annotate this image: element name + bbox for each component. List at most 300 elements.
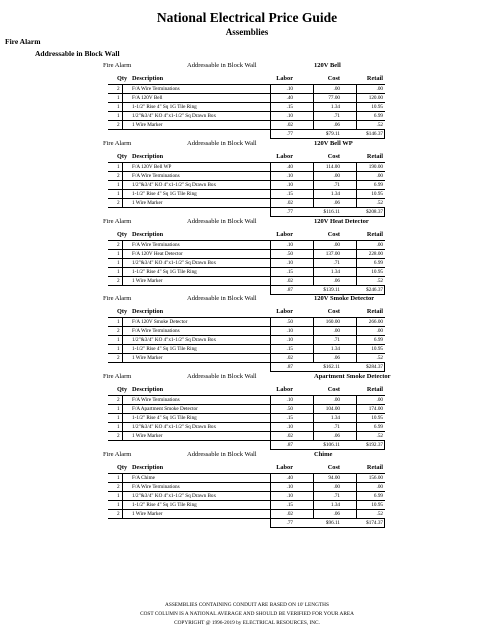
column-header-description: Description <box>132 464 164 471</box>
row-cost: .06 <box>333 511 340 517</box>
row-retail: .00 <box>376 484 383 490</box>
row-labor: .02 <box>286 511 293 517</box>
column-header-labor: Labor <box>276 464 293 471</box>
row-cost: .71 <box>333 113 340 119</box>
page-subtitle: Assemblies <box>225 27 269 37</box>
total-cost: $79.11 <box>325 131 340 137</box>
table-row <box>108 94 385 103</box>
row-retail: 6.99 <box>373 182 383 188</box>
table-row <box>108 259 385 268</box>
row-cost: .06 <box>333 278 340 284</box>
total-retail: $208.37 <box>366 209 383 215</box>
column-header-description: Description <box>132 153 164 160</box>
cell-divider <box>356 474 357 482</box>
table-row <box>108 199 385 208</box>
assembly-total <box>108 208 385 216</box>
assembly-name: 120V Smoke Detector <box>314 295 375 302</box>
row-labor: .15 <box>286 269 293 275</box>
table-row <box>108 423 385 432</box>
cell-divider <box>270 405 271 413</box>
cell-divider <box>356 423 357 431</box>
row-cost: .00 <box>333 328 340 334</box>
row-description: 1 Wire Marker <box>132 122 163 128</box>
column-header-qty: Qty <box>117 464 128 471</box>
cell-divider <box>122 336 123 344</box>
total-cost: $96.11 <box>325 520 340 526</box>
row-description: F/A Wire Terminations <box>132 242 180 248</box>
cell-divider <box>313 277 314 285</box>
row-cost: .06 <box>333 433 340 439</box>
row-retail: 156.00 <box>368 475 383 481</box>
total-labor: .77 <box>286 209 293 215</box>
cell-divider <box>122 268 123 276</box>
table-row <box>108 112 385 121</box>
line-items <box>108 474 385 519</box>
row-cost: .71 <box>333 260 340 266</box>
row-cost: 104.00 <box>325 406 340 412</box>
row-labor: .40 <box>286 475 293 481</box>
cell-divider <box>313 85 314 93</box>
column-headers <box>108 463 385 474</box>
row-qty: 1 <box>117 424 120 430</box>
cell-divider <box>122 94 123 102</box>
row-qty: 1 <box>117 319 120 325</box>
table-row <box>108 492 385 501</box>
assembly-group: Fire Alarm <box>103 373 132 380</box>
column-header-retail: Retail <box>366 231 383 238</box>
cell-divider <box>122 414 123 422</box>
assembly-header <box>0 371 494 385</box>
row-labor: .10 <box>286 424 293 430</box>
cell-divider <box>270 199 271 207</box>
row-retail: .52 <box>376 433 383 439</box>
row-cost: 1.34 <box>330 269 340 275</box>
row-retail: 6.99 <box>373 493 383 499</box>
cell-divider <box>356 318 357 326</box>
cell-divider <box>270 501 271 509</box>
assembly-group: Fire Alarm <box>103 218 132 225</box>
column-header-qty: Qty <box>117 153 128 160</box>
row-labor: .50 <box>286 406 293 412</box>
row-retail: .52 <box>376 355 383 361</box>
subcategory-heading: Addressable in Block Wall <box>35 49 120 58</box>
cell-divider <box>313 190 314 198</box>
row-qty: 1 <box>117 493 120 499</box>
assembly-total <box>108 441 385 449</box>
row-qty: 1 <box>117 475 120 481</box>
assembly-header <box>0 216 494 230</box>
assembly-header <box>0 60 494 74</box>
cell-divider <box>356 181 357 189</box>
column-header-cost: Cost <box>327 464 340 471</box>
column-header-cost: Cost <box>327 153 340 160</box>
column-headers <box>108 307 385 318</box>
cell-divider <box>270 85 271 93</box>
total-cost: $139.11 <box>323 287 340 293</box>
cell-divider <box>270 432 271 440</box>
row-cost: 94.00 <box>328 475 340 481</box>
cell-divider <box>356 199 357 207</box>
cell-divider <box>122 199 123 207</box>
row-cost: 1.34 <box>330 502 340 508</box>
cell-divider <box>313 354 314 362</box>
cell-divider <box>313 501 314 509</box>
cell-divider <box>313 163 314 171</box>
row-retail: .00 <box>376 328 383 334</box>
row-cost: .00 <box>333 397 340 403</box>
column-header-retail: Retail <box>366 153 383 160</box>
total-cost: $116.11 <box>323 209 340 215</box>
cell-divider <box>122 172 123 180</box>
table-row <box>108 501 385 510</box>
row-retail: 6.99 <box>373 260 383 266</box>
cell-divider <box>356 241 357 249</box>
cell-divider <box>313 112 314 120</box>
cell-divider <box>313 172 314 180</box>
row-qty: 2 <box>117 397 120 403</box>
cell-divider <box>356 250 357 258</box>
cell-divider <box>356 396 357 404</box>
row-description: F/A Wire Terminations <box>132 86 180 92</box>
cell-divider <box>356 103 357 111</box>
row-retail: 266.00 <box>368 319 383 325</box>
cell-divider <box>356 268 357 276</box>
footer-line-1: ASSEMBLIES CONTAINING CONDUIT ARE BASED ON 10' LENGTHS <box>165 602 329 608</box>
row-labor: .15 <box>286 191 293 197</box>
table-row <box>108 241 385 250</box>
cell-divider <box>122 405 123 413</box>
total-labor: .77 <box>286 520 293 526</box>
assembly-group: Fire Alarm <box>103 140 132 147</box>
cell-divider <box>270 423 271 431</box>
column-header-description: Description <box>132 308 164 315</box>
assembly-name: Apartment Smoke Detector <box>314 373 391 380</box>
footer-line-2: COST COLUMN IS A NATIONAL AVERAGE AND SHOULD BE VERIFIED FOR YOUR AREA <box>140 611 354 617</box>
assembly-header <box>0 449 494 463</box>
row-description: 1 Wire Marker <box>132 433 163 439</box>
assembly-total <box>108 519 385 527</box>
cell-divider <box>313 318 314 326</box>
cell-divider <box>122 277 123 285</box>
row-labor: .02 <box>286 122 293 128</box>
row-description: 1-1/2" Rise 4" Sq 1G Tile Ring <box>132 502 197 508</box>
category-heading: Fire Alarm <box>5 37 41 46</box>
assembly-block <box>0 293 494 371</box>
row-cost: .00 <box>333 173 340 179</box>
row-qty: 2 <box>117 484 120 490</box>
row-qty: 2 <box>117 200 120 206</box>
footer-line-3: COPYRIGHT @ 1996-2019 by ELECTRICAL RESOURCES, INC. <box>174 620 320 626</box>
table-row <box>108 250 385 259</box>
row-retail: 6.99 <box>373 424 383 430</box>
row-retail: 190.00 <box>368 164 383 170</box>
row-cost: 114.00 <box>325 164 340 170</box>
cell-divider <box>122 423 123 431</box>
line-items <box>108 241 385 286</box>
row-retail: 10.95 <box>371 502 383 508</box>
table-row <box>108 396 385 405</box>
row-cost: 1.34 <box>330 104 340 110</box>
table-row <box>108 354 385 363</box>
cell-divider <box>270 172 271 180</box>
assembly-header <box>0 138 494 152</box>
cell-divider <box>313 492 314 500</box>
table-row <box>108 336 385 345</box>
cell-divider <box>356 336 357 344</box>
cell-divider <box>356 501 357 509</box>
total-cost: $162.11 <box>323 364 340 370</box>
row-labor: .10 <box>286 328 293 334</box>
row-description: F/A Wire Terminations <box>132 397 180 403</box>
row-qty: 2 <box>117 122 120 128</box>
cell-divider <box>356 172 357 180</box>
row-labor: .10 <box>286 493 293 499</box>
row-labor: .02 <box>286 433 293 439</box>
row-cost: .00 <box>333 484 340 490</box>
cell-divider <box>313 268 314 276</box>
row-cost: 137.00 <box>325 251 340 257</box>
row-retail: 10.95 <box>371 191 383 197</box>
column-header-description: Description <box>132 75 164 82</box>
column-header-description: Description <box>132 231 164 238</box>
cell-divider <box>122 241 123 249</box>
cell-divider <box>356 259 357 267</box>
row-description: F/A 120V Heat Detector <box>132 251 183 257</box>
row-qty: 1 <box>117 269 120 275</box>
cell-divider <box>313 250 314 258</box>
cell-divider <box>313 423 314 431</box>
row-qty: 2 <box>117 511 120 517</box>
cell-divider <box>122 181 123 189</box>
cell-divider <box>356 405 357 413</box>
row-qty: 1 <box>117 104 120 110</box>
total-retail: $146.37 <box>366 131 383 137</box>
cell-divider <box>122 163 123 171</box>
assembly-subgroup: Addressable in Block Wall <box>187 62 257 69</box>
cell-divider <box>313 103 314 111</box>
row-description: 1-1/2" Rise 4" Sq 1G Tile Ring <box>132 346 197 352</box>
cell-divider <box>122 250 123 258</box>
row-retail: .52 <box>376 122 383 128</box>
row-retail: 120.00 <box>368 95 383 101</box>
table-row <box>108 405 385 414</box>
cell-divider <box>313 474 314 482</box>
cell-divider <box>270 277 271 285</box>
row-labor: .50 <box>286 251 293 257</box>
assembly-subgroup: Addressable in Block Wall <box>187 373 257 380</box>
cell-divider <box>313 483 314 491</box>
row-description: F/A Chime <box>132 475 155 481</box>
assembly-block <box>0 449 494 527</box>
cell-divider <box>270 121 271 129</box>
column-header-retail: Retail <box>366 464 383 471</box>
column-headers <box>108 74 385 85</box>
cell-divider <box>270 510 271 518</box>
row-labor: .10 <box>286 173 293 179</box>
column-headers <box>108 152 385 163</box>
column-header-qty: Qty <box>117 75 128 82</box>
total-retail: $284.37 <box>366 364 383 370</box>
cell-divider <box>356 492 357 500</box>
cell-divider <box>270 103 271 111</box>
page-title: National Electrical Price Guide <box>156 10 338 25</box>
row-labor: .15 <box>286 346 293 352</box>
row-labor: .10 <box>286 113 293 119</box>
assembly-subgroup: Addressable in Block Wall <box>187 218 257 225</box>
assembly-total <box>108 363 385 371</box>
line-items <box>108 163 385 208</box>
row-description: F/A Wire Terminations <box>132 173 180 179</box>
table-row <box>108 190 385 199</box>
column-header-retail: Retail <box>366 308 383 315</box>
row-cost: 1.34 <box>330 191 340 197</box>
column-header-labor: Labor <box>276 386 293 393</box>
cell-divider <box>313 414 314 422</box>
row-qty: 2 <box>117 355 120 361</box>
row-cost: .71 <box>333 493 340 499</box>
row-cost: .00 <box>333 242 340 248</box>
cell-divider <box>356 345 357 353</box>
line-items <box>108 396 385 441</box>
row-description: F/A 120V Bell WP <box>132 164 172 170</box>
row-description: 1-1/2" Rise 4" Sq 1G Tile Ring <box>132 191 197 197</box>
column-header-retail: Retail <box>366 386 383 393</box>
row-description: F/A 120V Smoke Detector <box>132 319 188 325</box>
row-description: 1-1/2" Rise 4" Sq 1G Tile Ring <box>132 104 197 110</box>
row-qty: 1 <box>117 191 120 197</box>
row-qty: 1 <box>117 251 120 257</box>
assembly-block <box>0 371 494 449</box>
cell-divider <box>270 396 271 404</box>
column-header-cost: Cost <box>327 308 340 315</box>
row-description: 1-1/2" Rise 4" Sq 1G Tile Ring <box>132 269 197 275</box>
row-labor: .02 <box>286 278 293 284</box>
row-cost: .71 <box>333 424 340 430</box>
assembly-block <box>0 60 494 138</box>
row-description: 1/2"&3/4" KO 4"x1-1/2" Sq Drawn Box <box>132 424 217 430</box>
cell-divider <box>270 414 271 422</box>
cell-divider <box>313 259 314 267</box>
total-cost: $106.11 <box>323 442 340 448</box>
cell-divider <box>122 85 123 93</box>
assembly-name: 120V Heat Detector <box>314 218 369 225</box>
column-header-cost: Cost <box>327 386 340 393</box>
cell-divider <box>122 121 123 129</box>
row-retail: 174.00 <box>368 406 383 412</box>
cell-divider <box>356 190 357 198</box>
column-header-labor: Labor <box>276 75 293 82</box>
row-cost: .06 <box>333 355 340 361</box>
cell-divider <box>270 345 271 353</box>
table-row <box>108 85 385 94</box>
cell-divider <box>270 318 271 326</box>
column-header-qty: Qty <box>117 386 128 393</box>
row-retail: 6.99 <box>373 337 383 343</box>
table-row <box>108 327 385 336</box>
column-header-qty: Qty <box>117 231 128 238</box>
row-cost: .00 <box>333 86 340 92</box>
row-retail: .00 <box>376 242 383 248</box>
cell-divider <box>122 483 123 491</box>
column-header-labor: Labor <box>276 153 293 160</box>
row-retail: 10.95 <box>371 104 383 110</box>
table-row <box>108 103 385 112</box>
row-description: 1-1/2" Rise 4" Sq 1G Tile Ring <box>132 415 197 421</box>
row-qty: 1 <box>117 406 120 412</box>
cell-divider <box>356 414 357 422</box>
cell-divider <box>313 345 314 353</box>
row-labor: .40 <box>286 95 293 101</box>
cell-divider <box>270 250 271 258</box>
row-labor: .15 <box>286 104 293 110</box>
total-labor: .87 <box>286 364 293 370</box>
cell-divider <box>122 501 123 509</box>
row-qty: 1 <box>117 415 120 421</box>
row-qty: 2 <box>117 242 120 248</box>
row-labor: .10 <box>286 484 293 490</box>
column-header-description: Description <box>132 386 164 393</box>
cell-divider <box>313 199 314 207</box>
assembly-group: Fire Alarm <box>103 451 132 458</box>
row-labor: .10 <box>286 260 293 266</box>
row-description: 1 Wire Marker <box>132 200 163 206</box>
assembly-name: Chime <box>314 451 333 458</box>
row-qty: 1 <box>117 113 120 119</box>
cell-divider <box>270 327 271 335</box>
cell-divider <box>122 474 123 482</box>
table-row <box>108 432 385 441</box>
row-labor: .02 <box>286 355 293 361</box>
assembly-subgroup: Addressable in Block Wall <box>187 140 257 147</box>
cell-divider <box>356 277 357 285</box>
row-cost: .06 <box>333 122 340 128</box>
column-header-labor: Labor <box>276 308 293 315</box>
cell-divider <box>122 259 123 267</box>
row-qty: 2 <box>117 328 120 334</box>
row-qty: 2 <box>117 173 120 179</box>
row-qty: 1 <box>117 346 120 352</box>
row-labor: .40 <box>286 164 293 170</box>
cell-divider <box>356 94 357 102</box>
row-labor: .10 <box>286 86 293 92</box>
cell-divider <box>122 345 123 353</box>
row-qty: 1 <box>117 260 120 266</box>
assembly-name: 120V Bell <box>314 62 341 69</box>
table-row <box>108 163 385 172</box>
cell-divider <box>356 354 357 362</box>
total-labor: .77 <box>286 131 293 137</box>
row-retail: .52 <box>376 278 383 284</box>
table-row <box>108 277 385 286</box>
cell-divider <box>270 163 271 171</box>
assembly-name: 120V Bell WP <box>314 140 353 147</box>
row-description: F/A 120V Bell <box>132 95 163 101</box>
cell-divider <box>270 241 271 249</box>
cell-divider <box>270 483 271 491</box>
row-qty: 1 <box>117 337 120 343</box>
total-retail: $174.37 <box>366 520 383 526</box>
table-row <box>108 345 385 354</box>
row-retail: 10.95 <box>371 346 383 352</box>
row-qty: 2 <box>117 86 120 92</box>
cell-divider <box>356 483 357 491</box>
cell-divider <box>122 190 123 198</box>
cell-divider <box>313 336 314 344</box>
row-labor: .10 <box>286 397 293 403</box>
column-header-labor: Labor <box>276 231 293 238</box>
row-description: 1/2"&3/4" KO 4"x1-1/2" Sq Drawn Box <box>132 493 217 499</box>
row-qty: 1 <box>117 95 120 101</box>
